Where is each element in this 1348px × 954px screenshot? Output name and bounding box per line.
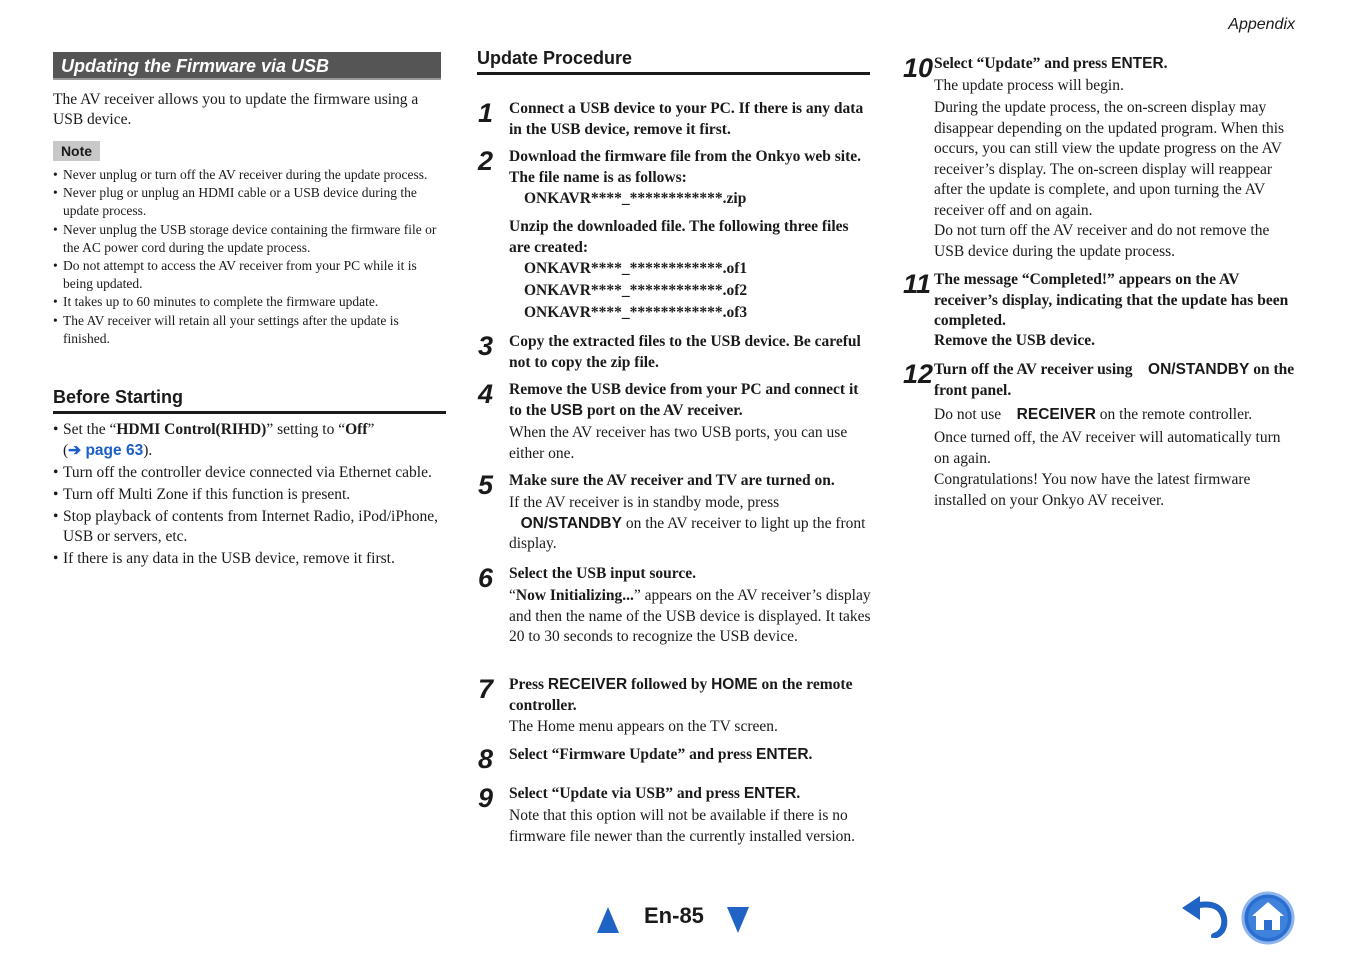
enter-button-label: ENTER bbox=[755, 746, 809, 763]
firmware-filename: ONKAVR****_************.of3 bbox=[524, 304, 748, 321]
text: Remove the USB device from your PC and connect it to the bbox=[509, 381, 859, 419]
firmware-filename: ONKAVR****_************.of2 bbox=[524, 282, 748, 299]
text: on the remote controller. bbox=[1095, 406, 1253, 423]
note-item: • The AV receiver will retain all your settings after the update is finished. bbox=[53, 312, 446, 348]
step-number: 3 bbox=[478, 331, 494, 361]
step-11-text: Remove the USB device. bbox=[934, 332, 1095, 349]
step-number: 2 bbox=[478, 146, 494, 176]
text: . bbox=[808, 746, 813, 763]
on-standby-label: ON/STANDBY bbox=[520, 514, 622, 532]
step-10-body: The update process will begin. bbox=[934, 77, 1124, 94]
step-6-text: Select the USB input source. bbox=[509, 565, 697, 582]
step-7-body: The Home menu appears on the TV screen. bbox=[509, 718, 778, 735]
text: on the front panel. bbox=[934, 361, 1295, 399]
step-9-body: Note that this option will not be available if there is no firmware file newer than the currently installed version. bbox=[509, 807, 856, 845]
text: port on the AV receiver. bbox=[583, 401, 743, 419]
text: followed by bbox=[627, 676, 712, 693]
text: “ bbox=[509, 587, 516, 604]
step-number: 9 bbox=[478, 783, 494, 813]
step-number: 12 bbox=[903, 359, 934, 389]
enter-button-label: ENTER bbox=[743, 785, 797, 802]
step-number: 11 bbox=[903, 269, 932, 299]
display-message: Now Initializing... bbox=[515, 587, 634, 604]
note-label: Note bbox=[53, 141, 100, 161]
step-number: 1 bbox=[478, 98, 494, 128]
step-1-text: Connect a USB device to your PC. If there is any data in the USB device, remove it first. bbox=[509, 100, 864, 138]
next-page-icon[interactable] bbox=[727, 907, 749, 933]
before-item bbox=[53, 420, 446, 461]
text: ). bbox=[143, 441, 153, 459]
zip-filename: ONKAVR****_************.zip bbox=[524, 190, 747, 207]
before-starting-list bbox=[53, 420, 446, 571]
step-12-body: Once turned off, the AV receiver will automatically turn on again. bbox=[934, 429, 1281, 467]
step-number: 4 bbox=[478, 379, 494, 409]
before-item: • Turn off the controller device connected via Ethernet cable. bbox=[53, 463, 446, 484]
step-12-body bbox=[934, 405, 1296, 426]
section-title: Updating the Firmware via USB bbox=[61, 56, 330, 76]
page-link[interactable]: ➔ page 63 bbox=[68, 441, 144, 459]
step-7-text bbox=[509, 675, 871, 716]
header-section-label: Appendix bbox=[1228, 16, 1295, 33]
note-item: • Never unplug the USB storage device containing the firmware file or the AC power cord during the update process. bbox=[53, 221, 446, 257]
step-number: 7 bbox=[478, 674, 494, 704]
text: Turn off the AV receiver using bbox=[934, 361, 1137, 378]
step-8-text bbox=[509, 745, 871, 766]
step-10-text bbox=[934, 54, 1296, 75]
before-item: • Stop playback of contents from Internet Radio, iPod/iPhone, USB or servers, etc. bbox=[53, 507, 446, 548]
step-3-text: Copy the extracted files to the USB device. Be careful not to copy the zip file. bbox=[509, 333, 861, 371]
update-procedure-heading: Update Procedure bbox=[477, 47, 870, 75]
receiver-button-label: RECEIVER bbox=[547, 676, 628, 693]
firmware-filename: ONKAVR****_************.of1 bbox=[524, 260, 748, 277]
unzip-text: Unzip the downloaded file. The following three files are created: bbox=[509, 218, 849, 256]
usb-port-label: USB bbox=[550, 401, 584, 419]
step-number: 5 bbox=[478, 470, 494, 500]
text: Select “Firmware Update” and press bbox=[509, 746, 756, 763]
text: Press bbox=[509, 676, 548, 693]
step-number: 10 bbox=[903, 53, 934, 83]
step-number: 6 bbox=[478, 563, 494, 593]
back-icon[interactable] bbox=[1180, 896, 1230, 938]
enter-button-label: ENTER bbox=[1111, 55, 1164, 72]
page-number: En-85 bbox=[644, 903, 704, 928]
step-10-body: During the update process, the on-screen display may disappear depending on the updated program. When this occurs, you can still view the update progress on the AV receiver’s display. The on-screen display will reappear after the update is complete, and upon turning the AV receiver off and on again. bbox=[934, 99, 1285, 219]
setting-name: HDMI Control(RIHD) bbox=[116, 421, 267, 438]
step-2-text: Download the firmware file from the Onkyo web site. The file name is as follows: bbox=[509, 148, 862, 186]
step-10-body: Do not turn off the AV receiver and do not remove the USB device during the update process. bbox=[934, 222, 1270, 260]
on-standby-label: ON/STANDBY bbox=[1148, 361, 1250, 378]
text: on the AV receiver to light up the front display. bbox=[509, 514, 866, 552]
note-list bbox=[53, 166, 446, 348]
note-item: • Do not attempt to access the AV receiver from your PC while it is being updated. bbox=[53, 257, 446, 293]
step-12-text bbox=[934, 360, 1296, 401]
section-title-bar bbox=[53, 52, 441, 80]
step-number: 8 bbox=[478, 744, 494, 774]
before-item: • If there is any data in the USB device, remove it first. bbox=[53, 549, 446, 570]
text: . bbox=[796, 785, 801, 802]
step-12-body: Congratulations! You now have the latest firmware installed on your Onkyo AV receiver. bbox=[934, 471, 1251, 509]
home-button-label: HOME bbox=[711, 676, 758, 693]
step-6-body bbox=[509, 586, 871, 648]
text: Set the “ bbox=[63, 421, 117, 438]
text: ( bbox=[63, 441, 69, 459]
text: Select “Update via USB” and press bbox=[509, 785, 744, 802]
text: on the remote controller. bbox=[509, 676, 853, 714]
text: Select “Update” and press bbox=[934, 55, 1112, 72]
step-11-text: The message “Completed!” appears on the AV receiver’s display, indicating that the update has been completed. bbox=[934, 271, 1289, 329]
note-item: • Never plug or unplug an HDMI cable or a USB device during the update process. bbox=[53, 184, 446, 220]
text: Do not use bbox=[934, 406, 1006, 423]
note-item: • It takes up to 60 minutes to complete the firmware update. bbox=[53, 293, 446, 311]
text: ” setting to “ bbox=[266, 421, 346, 438]
text: . bbox=[1163, 55, 1168, 72]
receiver-button-label: RECEIVER bbox=[1016, 406, 1096, 423]
home-icon[interactable] bbox=[1241, 891, 1295, 945]
before-item: • Turn off Multi Zone if this function is present. bbox=[53, 485, 446, 506]
step-9-text bbox=[509, 784, 871, 805]
step-5-body bbox=[509, 493, 871, 555]
text: ” bbox=[367, 421, 375, 438]
step-4-body: When the AV receiver has two USB ports, you can use either one. bbox=[509, 424, 848, 462]
text: ” appears on the AV receiver’s display and then the name of the USB device is displayed. It takes 20 to 30 seconds to recognize the USB device. bbox=[509, 587, 871, 645]
text: If the AV receiver is in standby mode, press bbox=[509, 494, 780, 511]
setting-value: Off bbox=[345, 421, 368, 438]
prev-page-icon[interactable] bbox=[597, 907, 619, 933]
intro-text: The AV receiver allows you to update the firmware using a USB device. bbox=[53, 91, 419, 128]
step-5-text: Make sure the AV receiver and TV are turned on. bbox=[509, 472, 835, 489]
note-item: • Never unplug or turn off the AV receiver during the update process. bbox=[53, 166, 446, 184]
before-starting-heading: Before Starting bbox=[53, 386, 446, 414]
step-4-text bbox=[509, 380, 871, 421]
